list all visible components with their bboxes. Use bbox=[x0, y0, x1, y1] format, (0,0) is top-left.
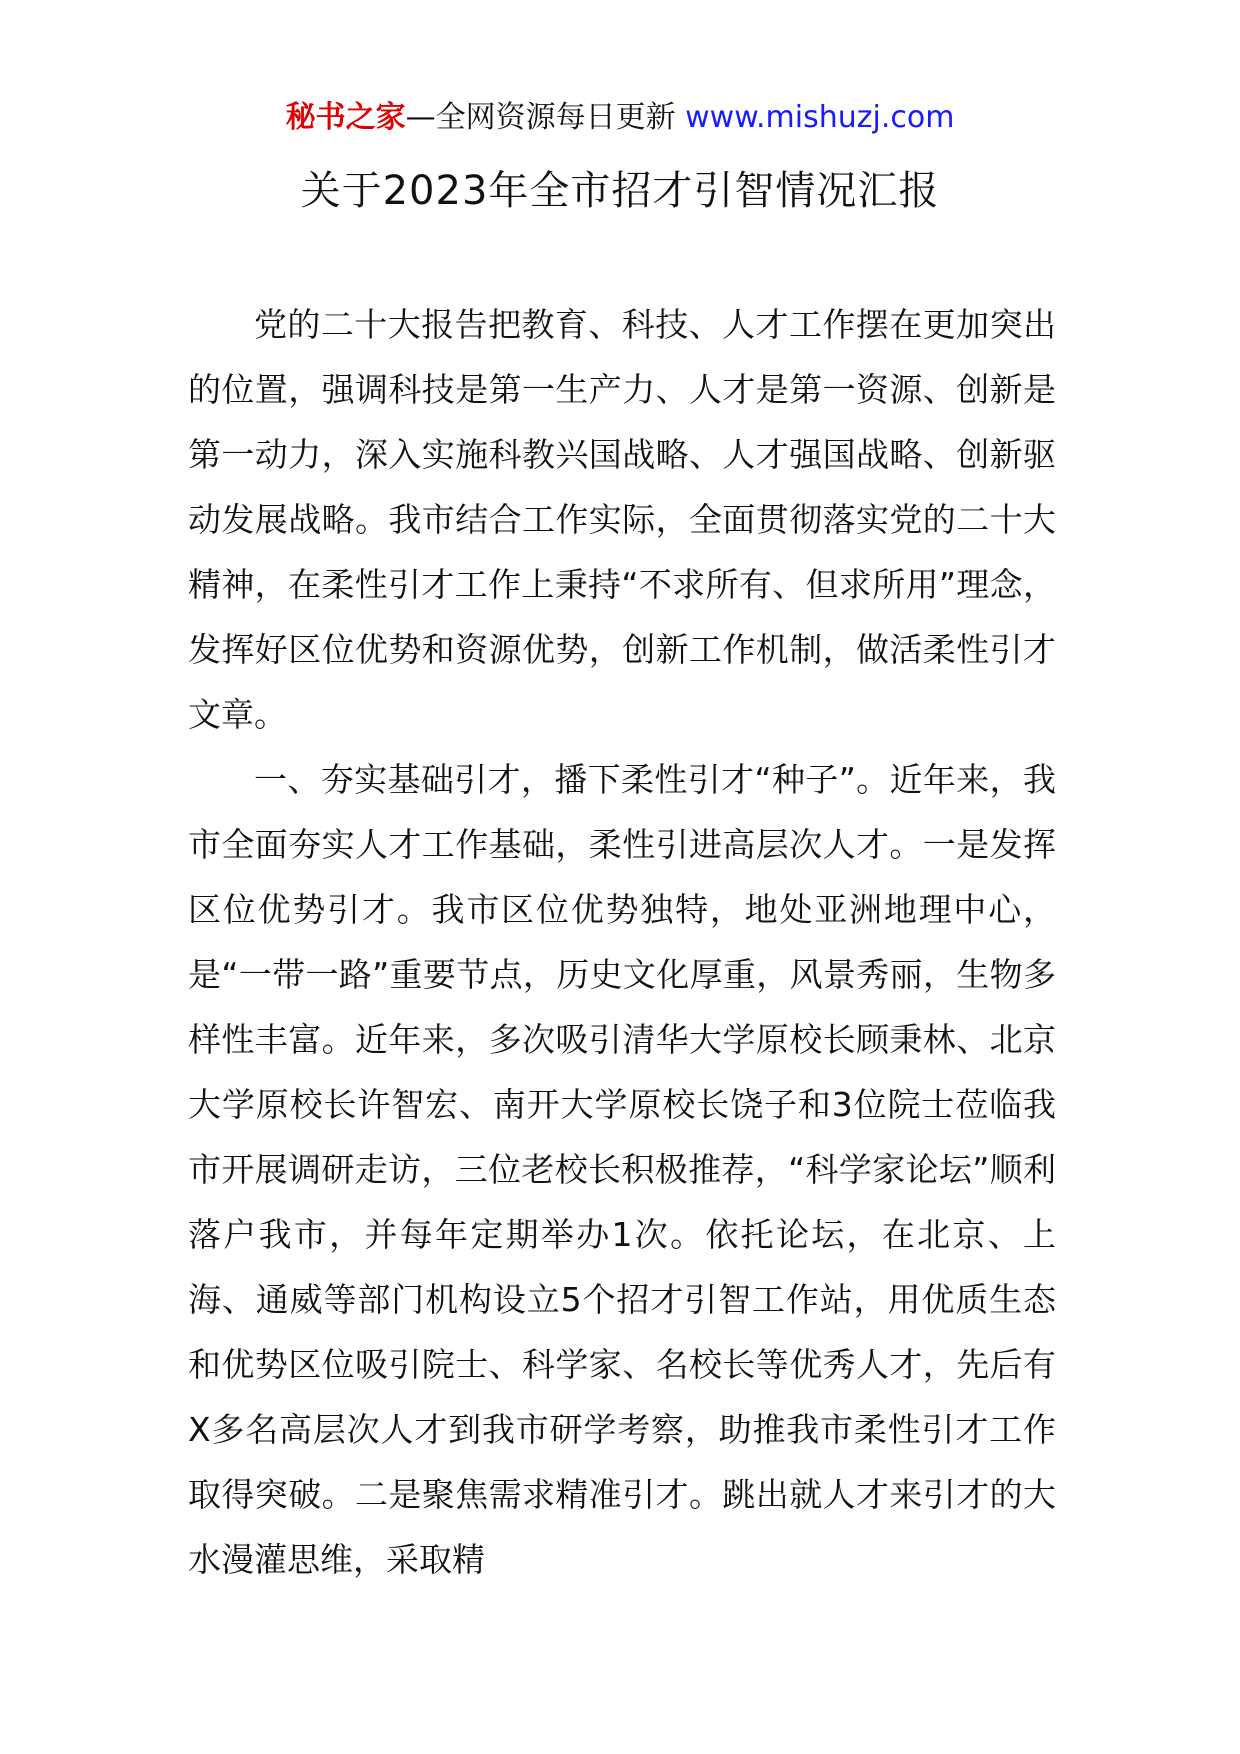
site-url-link[interactable]: www.mishuzj.com bbox=[685, 100, 955, 135]
header-tagline: —全网资源每日更新 bbox=[405, 100, 686, 135]
paragraph-section-one: 一、夯实基础引才，播下柔性引才“种子”。近年来，我市全面夯实人才工作基础，柔性引进高层次人才。一是发挥区位优势引才。我市区位优势独特，地处亚洲地理中心，是“一带一路”重要节点，历史文化厚重，风景秀丽，生物多样性丰富。近年来，多次吸引清华大学原校长顾秉林、北京大学原校长许智宏、南开大学原校长饶子和3位院士莅临我市开展调研走访，三位老校长积极推荐，“科学家论坛”顺利落户我市，并每年定期举办1次。依托论坛，在北京、上海、通威等部门机构设立5个招才引智工作站，用优质生态和优势区位吸引院士、科学家、名校长等优秀人才，先后有X多名高层次人才到我市研学考察，助推我市柔性引才工作取得突破。二是聚焦需求精准引才。跳出就人才来引才的大水漫灌思维，采取精 bbox=[188, 760, 1056, 1579]
document-title: 关于2023年全市招才引智情况汇报 bbox=[300, 168, 940, 214]
brand-name: 秘书之家 bbox=[285, 100, 406, 135]
paragraph-intro: 党的二十大报告把教育、科技、人才工作摆在更加突出的位置，强调科技是第一生产力、人才是第一资源、创新是第一动力，深入实施科教兴国战略、人才强国战略、创新驱动发展战略。我市结合工作实际，全面贯彻落实党的二十大精神，在柔性引才工作上秉持“不求所有、但求所用”理念，发挥好区位优势和资源优势，创新工作机制，做活柔性引才文章。 bbox=[188, 305, 1056, 734]
document-body bbox=[188, 292, 1056, 1592]
site-header bbox=[0, 98, 1240, 138]
